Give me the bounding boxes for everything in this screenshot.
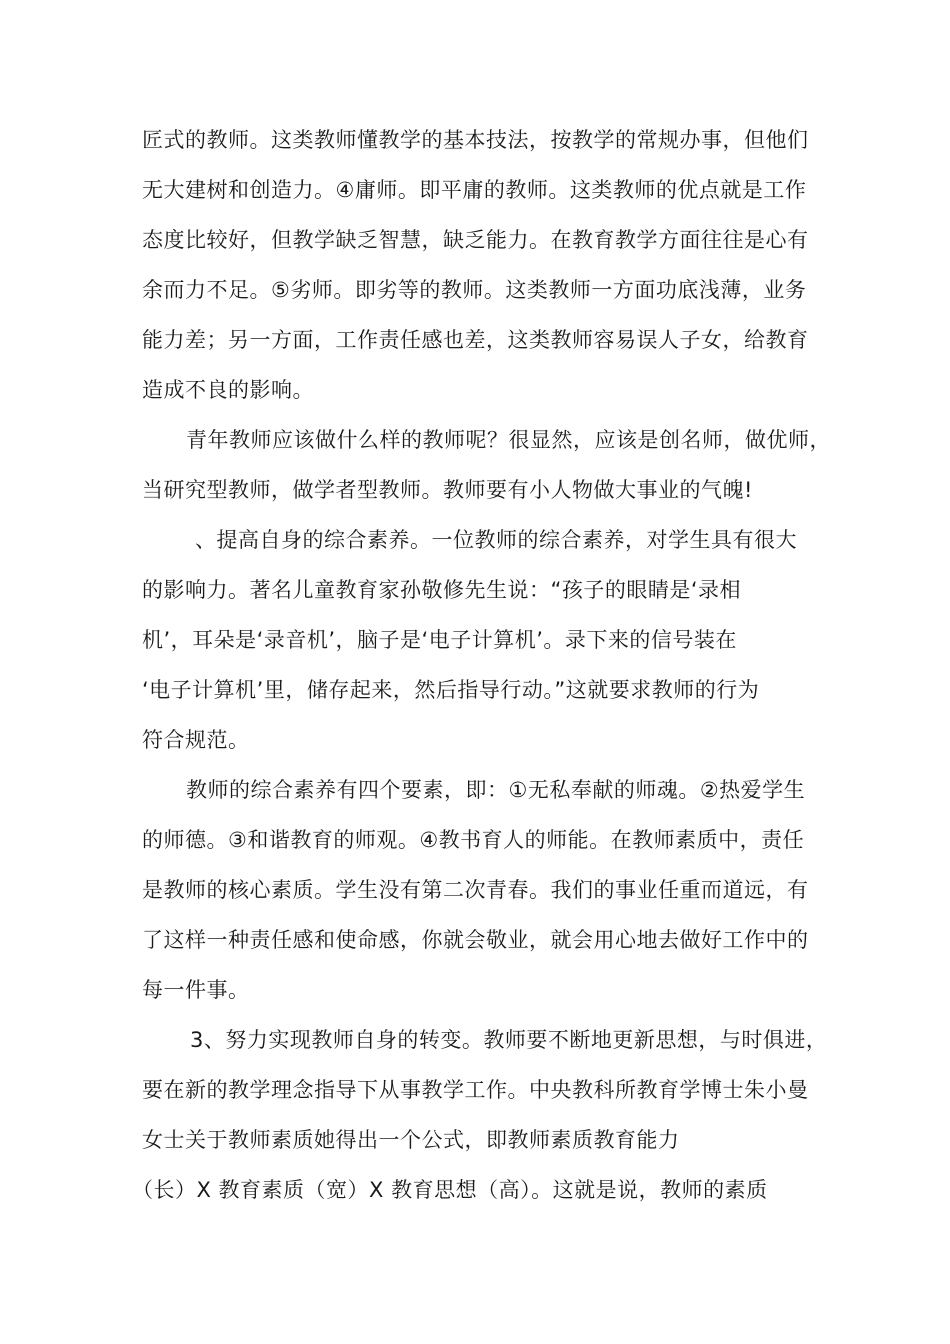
text-line: 当研究型教师，做学者型教师。教师要有小人物做大事业的气魄!	[142, 478, 753, 502]
text-line: 是教师的核心素质。学生没有第二次青春。我们的事业任重而道远，有	[142, 878, 809, 902]
text-line: 造成不良的影响。	[142, 378, 314, 402]
paragraph-first-line: 青年教师应该做什么样的教师呢？很显然，应该是创名师，做优师，	[186, 428, 831, 452]
section-heading-line: 3、努力实现教师自身的转变。教师要不断地更新思想，与时俱进，	[190, 1028, 828, 1052]
text-line: 了这样一种责任感和使命感，你就会敬业，就会用心地去做好工作中的	[142, 928, 809, 952]
text-line: （长）X 教育素质（宽）X 教育思想（高）。这就是说，教师的素质	[132, 1178, 768, 1202]
text-line: 女士关于教师素质她得出一个公式，即教师素质教育能力	[142, 1128, 680, 1152]
text-line: 余而力不足。⑤劣师。即劣等的教师。这类教师一方面功底浅薄，业务	[142, 278, 807, 302]
text-line: 的影响力。著名儿童教育家孙敬修先生说：“孩子的眼睛是‘录相	[142, 578, 742, 602]
text-line: 的师德。③和谐教育的师观。④教书育人的师能。在教师素质中，责任	[142, 828, 805, 852]
text-line: 能力差；另一方面，工作责任感也差，这类教师容易误人子女，给教育	[142, 328, 809, 352]
text-line: 符合规范。	[142, 728, 250, 752]
text-line: 要在新的教学理念指导下从事教学工作。中央教科所教育学博士朱小曼	[142, 1078, 809, 1102]
text-line: 匠式的教师。这类教师懂教学的基本技法，按教学的常规办事，但他们	[142, 128, 809, 152]
text-line: 每一件事。	[142, 978, 250, 1002]
text-line: ‘电子计算机’里，储存起来，然后指导行动。”这就要求教师的行为	[142, 678, 760, 702]
section-heading-line: 、提高自身的综合素养。一位教师的综合素养，对学生具有很大	[195, 528, 797, 552]
text-line: 机’，耳朵是‘录音机’，脑子是‘电子计算机’。录下来的信号装在	[142, 628, 737, 652]
text-line: 态度比较好，但教学缺乏智慧，缺乏能力。在教育教学方面往往是心有	[142, 228, 809, 252]
text-line: 无大建树和创造力。④庸师。即平庸的教师。这类教师的优点就是工作	[142, 178, 807, 202]
paragraph-first-line: 教师的综合素养有四个要素，即：①无私奉献的师魂。②热爱学生	[186, 778, 806, 802]
